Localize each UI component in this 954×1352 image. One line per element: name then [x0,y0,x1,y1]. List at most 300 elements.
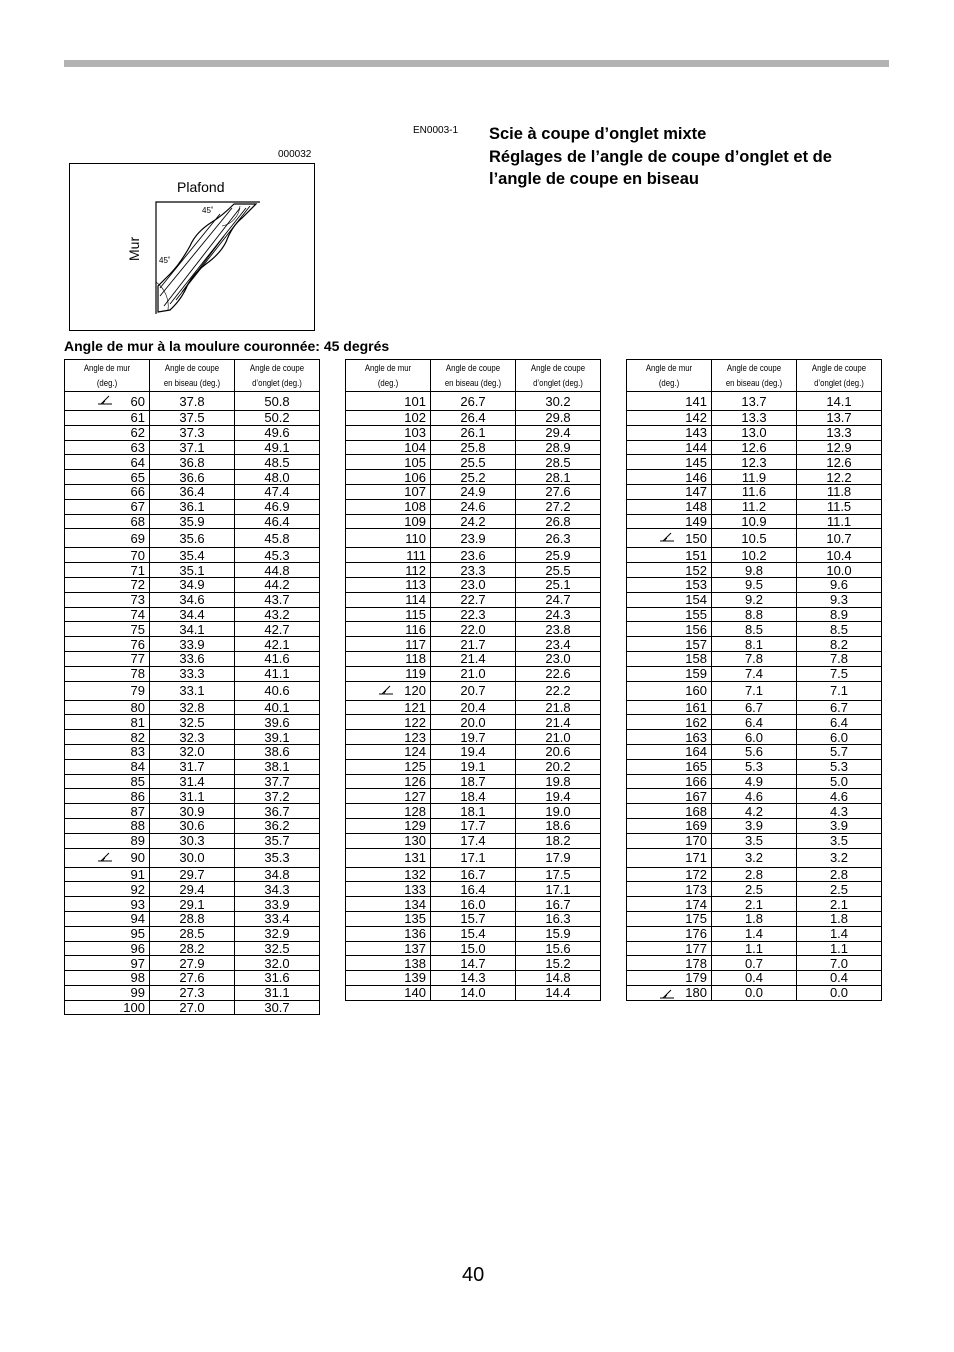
bevel-angle-cell: 30.9 [150,804,235,819]
table-row [346,789,601,804]
table-row [627,470,882,485]
bevel-angle-cell: 5.6 [712,744,797,759]
wall-angle-cell [65,833,150,848]
wall-angle-value: 162 [685,714,707,730]
wall-angle-value: 171 [685,850,707,866]
wall-angle-value: 61 [130,410,145,426]
wall-angle-cell [627,548,712,563]
wall-angle-value: 93 [130,896,145,912]
table-row [627,681,882,700]
table-row [346,529,601,548]
table-row [346,971,601,986]
heading-line-2: Réglages de l’angle de coupe d’onglet et de [489,147,832,166]
wall-angle-value: 135 [404,911,426,927]
table-row [65,607,320,622]
wall-angle-value: 65 [130,469,145,485]
miter-angle-cell: 49.1 [235,440,320,455]
table-row [346,607,601,622]
bevel-angle-cell: 3.5 [712,833,797,848]
table-row [346,563,601,578]
table-row [65,563,320,578]
page-number: 40 [462,1264,485,1286]
wall-angle-value: 92 [130,881,145,897]
bevel-angle-cell: 30.6 [150,818,235,833]
table-row [346,484,601,499]
miter-angle-cell: 3.9 [797,818,882,833]
table-row [65,848,320,867]
table-row [65,529,320,548]
wall-angle-value: 91 [130,866,145,882]
wall-angle-value: 168 [685,803,707,819]
miter-angle-cell: 17.5 [516,867,601,882]
miter-angle-cell: 38.1 [235,759,320,774]
table-row [65,666,320,681]
wall-angle-cell [346,985,431,1000]
miter-angle-cell: 35.3 [235,848,320,867]
miter-angle-cell: 23.4 [516,637,601,652]
bevel-angle-cell: 36.8 [150,455,235,470]
wall-angle-cell [65,730,150,745]
wall-angle-cell [65,548,150,563]
table-row [65,804,320,819]
wall-angle-cell [346,818,431,833]
column-header-line: Angle de mur [645,362,693,374]
wall-angle-cell [65,514,150,529]
bevel-angle-cell: 7.8 [712,651,797,666]
wall-angle-value: 170 [685,833,707,849]
wall-angle-cell [627,971,712,986]
wall-angle-value: 132 [404,866,426,882]
wall-angle-cell [346,514,431,529]
bevel-angle-cell: 24.6 [431,499,516,514]
wall-angle-value: 144 [685,439,707,455]
table-row [65,637,320,652]
table-row [346,926,601,941]
wall-angle-value: 97 [130,955,145,971]
miter-angle-cell: 30.7 [235,1000,320,1015]
column-header [627,360,712,392]
wall-angle-cell [65,637,150,652]
column-header-line: Angle de coupe [811,362,867,374]
wall-label: Mur [126,236,142,261]
table-row [627,971,882,986]
table-row [627,744,882,759]
bevel-angle-cell: 13.3 [712,411,797,426]
miter-angle-cell: 43.2 [235,607,320,622]
wall-angle-value: 78 [130,666,145,682]
wall-angle-value: 141 [685,393,707,409]
wall-angle-cell [627,484,712,499]
bevel-angle-cell: 32.0 [150,744,235,759]
miter-angle-cell: 10.4 [797,548,882,563]
table-row [65,548,320,563]
wall-angle-value: 122 [404,714,426,730]
bevel-angle-cell: 21.0 [431,666,516,681]
wall-angle-cell [346,637,431,652]
bevel-angle-cell: 11.9 [712,470,797,485]
wall-angle-cell [346,592,431,607]
table-row [627,730,882,745]
bevel-angle-cell: 19.1 [431,759,516,774]
miter-angle-cell: 3.5 [797,833,882,848]
wall-angle-cell [346,392,431,411]
table-row [65,926,320,941]
miter-angle-cell: 8.9 [797,607,882,622]
table-row [346,774,601,789]
bevel-angle-cell: 7.4 [712,666,797,681]
wall-angle-cell [65,484,150,499]
wall-angle-cell [346,651,431,666]
table-row [346,440,601,455]
wall-angle-cell [627,425,712,440]
bevel-angle-cell: 8.5 [712,622,797,637]
wall-angle-cell [65,818,150,833]
bevel-angle-cell: 11.6 [712,484,797,499]
table-row [627,911,882,926]
wall-angle-value: 107 [404,484,426,500]
table-row [346,548,601,563]
bevel-angle-cell: 15.4 [431,926,516,941]
wall-angle-label: 45˚ [159,256,171,265]
wall-angle-cell [627,392,712,411]
wall-angle-cell [346,700,431,715]
miter-angle-cell: 11.5 [797,499,882,514]
bevel-angle-cell: 12.6 [712,440,797,455]
wall-angle-cell [65,1000,150,1015]
wall-angle-value: 165 [685,759,707,775]
wall-angle-cell [65,926,150,941]
table-row [346,715,601,730]
table-row [346,425,601,440]
wall-angle-cell [346,425,431,440]
table-row [627,455,882,470]
table-row [346,514,601,529]
wall-angle-value: 126 [404,773,426,789]
miter-angle-cell: 19.8 [516,774,601,789]
column-header [712,360,797,392]
bevel-angle-cell: 3.9 [712,818,797,833]
wall-angle-value: 112 [405,562,426,578]
miter-angle-cell: 17.9 [516,848,601,867]
miter-angle-cell: 9.3 [797,592,882,607]
table-row [627,789,882,804]
table-header-row [627,360,882,392]
bevel-angle-cell: 19.4 [431,744,516,759]
wall-angle-value: 110 [405,530,426,546]
wall-angle-value: 96 [130,940,145,956]
wall-angle-cell [65,651,150,666]
table-row [346,956,601,971]
wall-angle-value: 161 [685,699,707,715]
miter-angle-cell: 23.8 [516,622,601,637]
wall-angle-value: 155 [685,606,707,622]
table-header-row [346,360,601,392]
wall-angle-value: 111 [406,547,426,563]
table-row [627,956,882,971]
wall-angle-cell [627,651,712,666]
wall-angle-value: 88 [130,818,145,834]
table-row [627,897,882,912]
wall-angle-cell [627,941,712,956]
wall-angle-cell [346,730,431,745]
wall-angle-cell [346,411,431,426]
miter-angle-cell: 24.3 [516,607,601,622]
table-row [627,774,882,789]
wall-angle-value: 117 [405,636,426,652]
miter-angle-cell: 42.7 [235,622,320,637]
table-row [627,548,882,563]
bevel-angle-cell: 16.4 [431,882,516,897]
bevel-angle-cell: 20.4 [431,700,516,715]
bevel-angle-cell: 30.3 [150,833,235,848]
bevel-angle-cell: 14.0 [431,985,516,1000]
wall-angle-cell [627,804,712,819]
wall-angle-value: 113 [405,577,426,593]
bevel-angle-cell: 10.5 [712,529,797,548]
bevel-angle-cell: 14.3 [431,971,516,986]
bevel-angle-cell: 17.1 [431,848,516,867]
miter-angle-cell: 34.8 [235,867,320,882]
table-row [65,971,320,986]
wall-angle-value: 71 [130,562,145,578]
wall-angle-cell [65,440,150,455]
bevel-angle-cell: 31.4 [150,774,235,789]
table-row [65,882,320,897]
wall-angle-cell [627,681,712,700]
wall-angle-cell [627,622,712,637]
wall-angle-cell [627,470,712,485]
wall-angle-cell [627,882,712,897]
wall-angle-value: 153 [685,577,707,593]
miter-angle-cell: 5.3 [797,759,882,774]
table-row [65,392,320,411]
wall-angle-cell [65,529,150,548]
bevel-angle-cell: 16.7 [431,867,516,882]
miter-angle-cell: 6.7 [797,700,882,715]
wall-angle-value: 136 [404,926,426,942]
column-header-line: Angle de coupe [530,362,586,374]
column-header-line: en biseau (deg.) [444,377,502,389]
wall-angle-cell [627,715,712,730]
bevel-angle-cell: 27.0 [150,1000,235,1015]
miter-angle-cell: 43.7 [235,592,320,607]
bevel-angle-cell: 29.7 [150,867,235,882]
table-row [627,666,882,681]
miter-angle-cell: 28.1 [516,470,601,485]
wall-angle-value: 147 [685,484,707,500]
table-row [65,470,320,485]
bevel-angle-cell: 35.9 [150,514,235,529]
wall-angle-cell [627,529,712,548]
wall-angle-cell [346,622,431,637]
miter-angle-cell: 31.1 [235,985,320,1000]
wall-angle-cell [65,848,150,867]
miter-angle-cell: 9.6 [797,577,882,592]
wall-angle-value: 164 [685,744,707,760]
table-row [346,941,601,956]
wall-angle-cell [346,759,431,774]
bevel-angle-cell: 15.0 [431,941,516,956]
table-row [627,607,882,622]
wall-angle-cell [346,833,431,848]
bevel-angle-cell: 4.2 [712,804,797,819]
table-row [65,1000,320,1015]
wall-angle-value: 74 [130,606,145,622]
column-header-line: en biseau (deg.) [725,377,783,389]
wall-angle-value: 72 [130,577,145,593]
wall-angle-value: 106 [404,469,426,485]
table-row [627,499,882,514]
bevel-angle-cell: 36.1 [150,499,235,514]
miter-angle-cell: 17.1 [516,882,601,897]
table-row [627,833,882,848]
miter-angle-cell: 5.0 [797,774,882,789]
table-row [65,700,320,715]
miter-angle-cell: 15.9 [516,926,601,941]
wall-angle-value: 127 [404,788,426,804]
wall-angle-cell [346,715,431,730]
bevel-angle-cell: 26.7 [431,392,516,411]
heading-line-1: Scie à coupe d’onglet mixte [489,125,707,143]
wall-angle-cell [346,789,431,804]
miter-angle-cell: 22.6 [516,666,601,681]
table-row [346,651,601,666]
column-header-line: Angle de mur [364,362,412,374]
miter-angle-cell: 24.7 [516,592,601,607]
angle-icon [659,988,675,1001]
wall-angle-cell [346,911,431,926]
table-row [65,818,320,833]
wall-angle-value: 150 [685,530,707,546]
wall-angle-cell [627,666,712,681]
wall-angle-cell [65,956,150,971]
bevel-angle-cell: 37.1 [150,440,235,455]
table-row [65,651,320,666]
wall-angle-cell [346,897,431,912]
miter-angle-cell: 11.8 [797,484,882,499]
table-row [346,455,601,470]
miter-angle-cell: 34.3 [235,882,320,897]
wall-angle-cell [346,848,431,867]
table-header-row [65,360,320,392]
bevel-angle-cell: 21.7 [431,637,516,652]
table-row [346,622,601,637]
bevel-angle-cell: 17.4 [431,833,516,848]
miter-angle-cell: 5.7 [797,744,882,759]
wall-angle-value: 173 [685,881,707,897]
wall-angle-cell [346,499,431,514]
wall-angle-cell [346,867,431,882]
column-header-line: Angle de mur [83,362,131,374]
bevel-angle-cell: 35.4 [150,548,235,563]
table-row [627,882,882,897]
bevel-angle-cell: 33.1 [150,681,235,700]
column-header-line: Angle de coupe [249,362,305,374]
bevel-angle-cell: 34.1 [150,622,235,637]
miter-angle-cell: 18.6 [516,818,601,833]
wall-angle-cell [65,681,150,700]
bevel-angle-cell: 9.5 [712,577,797,592]
wall-angle-value: 152 [685,562,707,578]
miter-angle-cell: 30.2 [516,392,601,411]
bevel-angle-cell: 36.6 [150,470,235,485]
miter-angle-cell: 16.3 [516,911,601,926]
miter-angle-cell: 2.1 [797,897,882,912]
table-row [627,700,882,715]
wall-angle-value: 69 [130,530,145,546]
column-header-line: d’onglet (deg.) [252,377,302,389]
bevel-angle-cell: 23.6 [431,548,516,563]
wall-angle-value: 123 [404,729,426,745]
wall-angle-value: 138 [404,955,426,971]
bevel-angle-cell: 35.6 [150,529,235,548]
wall-angle-value: 163 [685,729,707,745]
table-row [65,577,320,592]
table-row [346,637,601,652]
miter-angle-cell: 23.0 [516,651,601,666]
wall-angle-value: 118 [405,651,426,667]
wall-angle-value: 145 [685,454,707,470]
table-row [627,941,882,956]
bevel-angle-cell: 9.2 [712,592,797,607]
table-row [627,637,882,652]
wall-angle-value: 89 [130,833,145,849]
bevel-angle-cell: 22.0 [431,622,516,637]
table-row [346,867,601,882]
bevel-angle-cell: 13.0 [712,425,797,440]
table-row [65,759,320,774]
table-row [346,499,601,514]
miter-angle-cell: 21.0 [516,730,601,745]
table-row [65,681,320,700]
bevel-angle-cell: 31.1 [150,789,235,804]
angle-icon [378,684,394,697]
miter-angle-cell: 4.6 [797,789,882,804]
miter-angle-cell: 4.3 [797,804,882,819]
miter-angle-cell: 37.7 [235,774,320,789]
table-row [346,681,601,700]
wall-angle-cell [346,804,431,819]
table-row [346,833,601,848]
wall-angle-value: 176 [685,926,707,942]
wall-angle-value: 130 [404,833,426,849]
wall-angle-value: 119 [405,666,426,682]
table-row [65,514,320,529]
miter-angle-cell: 14.8 [516,971,601,986]
miter-angle-cell: 7.8 [797,651,882,666]
wall-angle-value: 80 [130,699,145,715]
miter-angle-cell: 12.9 [797,440,882,455]
table-row [627,514,882,529]
top-rule [64,60,889,67]
bevel-angle-cell: 23.0 [431,577,516,592]
wall-angle-cell [346,484,431,499]
table-row [65,985,320,1000]
bevel-angle-cell: 1.8 [712,911,797,926]
miter-angle-cell: 44.2 [235,577,320,592]
table-row [65,789,320,804]
wall-angle-cell [627,577,712,592]
bevel-angle-cell: 10.2 [712,548,797,563]
table-row [65,455,320,470]
wall-angle-value: 177 [685,940,707,956]
miter-angle-cell: 16.7 [516,897,601,912]
wall-angle-cell [346,926,431,941]
wall-angle-value: 68 [130,513,145,529]
wall-angle-cell [627,789,712,804]
miter-angle-cell: 20.2 [516,759,601,774]
column-header [797,360,882,392]
